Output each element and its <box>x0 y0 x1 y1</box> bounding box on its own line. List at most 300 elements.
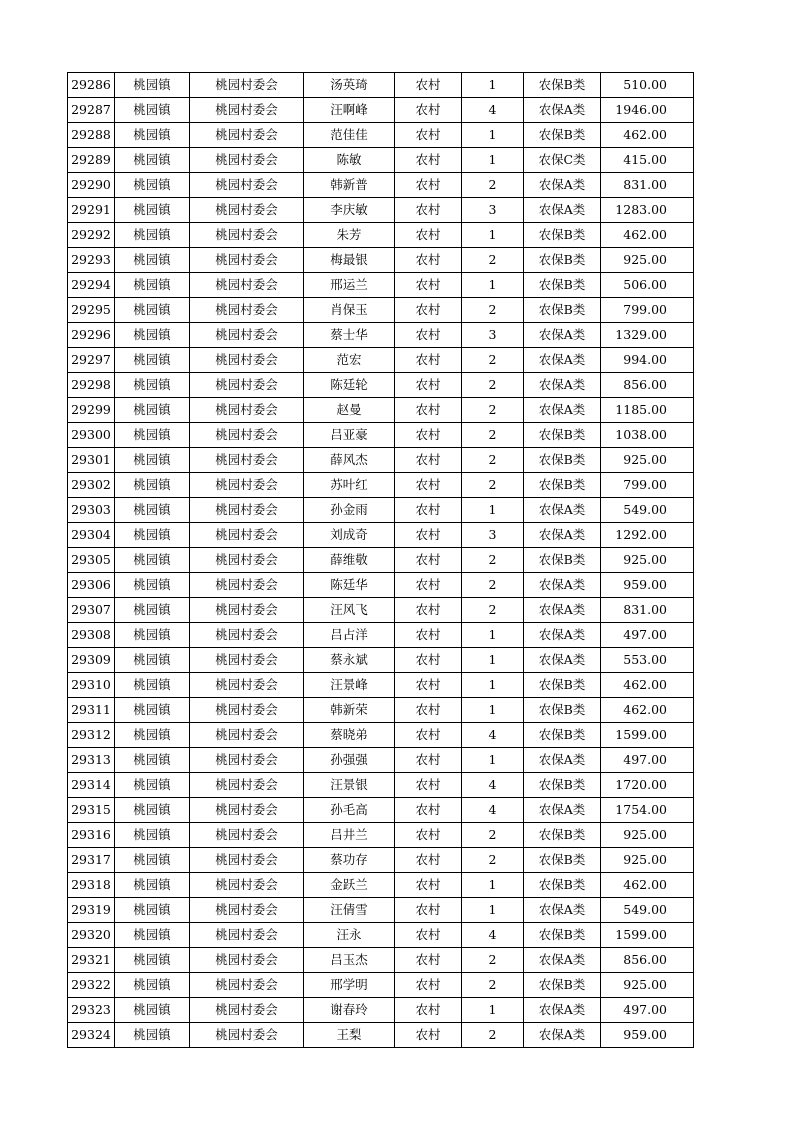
village-committee-cell: 桃园村委会 <box>190 873 304 898</box>
record-id-cell: 29289 <box>68 148 115 173</box>
household-count-cell: 2 <box>462 373 524 398</box>
insurance-category-cell: 农保B类 <box>524 223 601 248</box>
amount-cell: 1599.00 <box>601 923 694 948</box>
insurance-category-cell: 农保A类 <box>524 1023 601 1048</box>
town-cell: 桃园镇 <box>115 223 190 248</box>
town-cell: 桃园镇 <box>115 348 190 373</box>
table-row <box>68 798 694 823</box>
record-id-cell: 29306 <box>68 573 115 598</box>
residence-type-cell: 农村 <box>395 723 462 748</box>
record-id-cell: 29314 <box>68 773 115 798</box>
record-id-cell: 29297 <box>68 348 115 373</box>
person-name-cell: 刘成奇 <box>304 523 395 548</box>
town-cell: 桃园镇 <box>115 698 190 723</box>
amount-cell: 925.00 <box>601 823 694 848</box>
person-name-cell: 孙毛高 <box>304 798 395 823</box>
residence-type-cell: 农村 <box>395 448 462 473</box>
record-id-cell: 29290 <box>68 173 115 198</box>
table-row <box>68 298 694 323</box>
village-committee-cell: 桃园村委会 <box>190 698 304 723</box>
amount-cell: 959.00 <box>601 1023 694 1048</box>
village-committee-cell: 桃园村委会 <box>190 723 304 748</box>
amount-cell: 1329.00 <box>601 323 694 348</box>
amount-cell: 462.00 <box>601 873 694 898</box>
table-row <box>68 548 694 573</box>
insurance-category-cell: 农保A类 <box>524 373 601 398</box>
insurance-category-cell: 农保B类 <box>524 673 601 698</box>
person-name-cell: 汪景峰 <box>304 673 395 698</box>
village-committee-cell: 桃园村委会 <box>190 798 304 823</box>
table-row <box>68 948 694 973</box>
amount-cell: 462.00 <box>601 673 694 698</box>
village-committee-cell: 桃园村委会 <box>190 223 304 248</box>
insurance-category-cell: 农保B类 <box>524 298 601 323</box>
person-name-cell: 吕占洋 <box>304 623 395 648</box>
household-count-cell: 4 <box>462 98 524 123</box>
table-row <box>68 573 694 598</box>
town-cell: 桃园镇 <box>115 273 190 298</box>
table-row <box>68 773 694 798</box>
town-cell: 桃园镇 <box>115 298 190 323</box>
village-committee-cell: 桃园村委会 <box>190 673 304 698</box>
table-row <box>68 73 694 98</box>
village-committee-cell: 桃园村委会 <box>190 448 304 473</box>
insurance-category-cell: 农保B类 <box>524 773 601 798</box>
residence-type-cell: 农村 <box>395 1023 462 1048</box>
insurance-category-cell: 农保A类 <box>524 348 601 373</box>
table-row <box>68 148 694 173</box>
person-name-cell: 汪风飞 <box>304 598 395 623</box>
village-committee-cell: 桃园村委会 <box>190 148 304 173</box>
village-committee-cell: 桃园村委会 <box>190 548 304 573</box>
record-id-cell: 29316 <box>68 823 115 848</box>
person-name-cell: 汪永 <box>304 923 395 948</box>
household-count-cell: 4 <box>462 773 524 798</box>
insurance-category-cell: 农保A类 <box>524 998 601 1023</box>
village-committee-cell: 桃园村委会 <box>190 73 304 98</box>
record-id-cell: 29293 <box>68 248 115 273</box>
person-name-cell: 蔡士华 <box>304 323 395 348</box>
residence-type-cell: 农村 <box>395 423 462 448</box>
table-row <box>68 898 694 923</box>
household-count-cell: 2 <box>462 598 524 623</box>
town-cell: 桃园镇 <box>115 523 190 548</box>
person-name-cell: 汪倩雪 <box>304 898 395 923</box>
town-cell: 桃园镇 <box>115 598 190 623</box>
table-row <box>68 423 694 448</box>
person-name-cell: 蔡永斌 <box>304 648 395 673</box>
record-id-cell: 29319 <box>68 898 115 923</box>
record-id-cell: 29308 <box>68 623 115 648</box>
residence-type-cell: 农村 <box>395 98 462 123</box>
person-name-cell: 范佳佳 <box>304 123 395 148</box>
record-id-cell: 29300 <box>68 423 115 448</box>
household-count-cell: 4 <box>462 923 524 948</box>
town-cell: 桃园镇 <box>115 498 190 523</box>
table-row <box>68 473 694 498</box>
table-row <box>68 998 694 1023</box>
amount-cell: 506.00 <box>601 273 694 298</box>
household-count-cell: 2 <box>462 473 524 498</box>
amount-cell: 462.00 <box>601 123 694 148</box>
village-committee-cell: 桃园村委会 <box>190 573 304 598</box>
household-count-cell: 1 <box>462 873 524 898</box>
amount-cell: 831.00 <box>601 173 694 198</box>
person-name-cell: 汪景银 <box>304 773 395 798</box>
household-count-cell: 3 <box>462 198 524 223</box>
amount-cell: 510.00 <box>601 73 694 98</box>
insurance-category-cell: 农保B类 <box>524 123 601 148</box>
town-cell: 桃园镇 <box>115 798 190 823</box>
residence-type-cell: 农村 <box>395 148 462 173</box>
household-count-cell: 2 <box>462 948 524 973</box>
person-name-cell: 赵曼 <box>304 398 395 423</box>
household-count-cell: 2 <box>462 448 524 473</box>
person-name-cell: 韩新荣 <box>304 698 395 723</box>
record-id-cell: 29317 <box>68 848 115 873</box>
town-cell: 桃园镇 <box>115 248 190 273</box>
residence-type-cell: 农村 <box>395 398 462 423</box>
town-cell: 桃园镇 <box>115 823 190 848</box>
residence-type-cell: 农村 <box>395 123 462 148</box>
village-committee-cell: 桃园村委会 <box>190 248 304 273</box>
household-count-cell: 2 <box>462 1023 524 1048</box>
table-row <box>68 723 694 748</box>
town-cell: 桃园镇 <box>115 748 190 773</box>
village-committee-cell: 桃园村委会 <box>190 173 304 198</box>
record-id-cell: 29303 <box>68 498 115 523</box>
insurance-category-cell: 农保A类 <box>524 198 601 223</box>
household-count-cell: 1 <box>462 623 524 648</box>
table-row <box>68 923 694 948</box>
insurance-category-cell: 农保A类 <box>524 573 601 598</box>
insurance-category-cell: 农保B类 <box>524 973 601 998</box>
person-name-cell: 梅最银 <box>304 248 395 273</box>
table-row <box>68 523 694 548</box>
household-count-cell: 3 <box>462 323 524 348</box>
amount-cell: 1946.00 <box>601 98 694 123</box>
town-cell: 桃园镇 <box>115 648 190 673</box>
insurance-category-cell: 农保B类 <box>524 873 601 898</box>
town-cell: 桃园镇 <box>115 573 190 598</box>
village-committee-cell: 桃园村委会 <box>190 898 304 923</box>
person-name-cell: 谢春玲 <box>304 998 395 1023</box>
residence-type-cell: 农村 <box>395 773 462 798</box>
household-count-cell: 1 <box>462 223 524 248</box>
person-name-cell: 邢学明 <box>304 973 395 998</box>
town-cell: 桃园镇 <box>115 448 190 473</box>
table-row <box>68 873 694 898</box>
town-cell: 桃园镇 <box>115 873 190 898</box>
residence-type-cell: 农村 <box>395 248 462 273</box>
household-count-cell: 1 <box>462 648 524 673</box>
household-count-cell: 1 <box>462 698 524 723</box>
record-id-cell: 29301 <box>68 448 115 473</box>
person-name-cell: 吕玉杰 <box>304 948 395 973</box>
table-row <box>68 673 694 698</box>
table-row <box>68 223 694 248</box>
roster-table <box>67 72 694 1048</box>
person-name-cell: 蔡功存 <box>304 848 395 873</box>
person-name-cell: 陈敏 <box>304 148 395 173</box>
town-cell: 桃园镇 <box>115 673 190 698</box>
record-id-cell: 29298 <box>68 373 115 398</box>
household-count-cell: 4 <box>462 798 524 823</box>
table-row <box>68 648 694 673</box>
household-count-cell: 2 <box>462 248 524 273</box>
amount-cell: 497.00 <box>601 623 694 648</box>
household-count-cell: 1 <box>462 898 524 923</box>
amount-cell: 1754.00 <box>601 798 694 823</box>
insurance-category-cell: 农保A类 <box>524 748 601 773</box>
amount-cell: 1038.00 <box>601 423 694 448</box>
village-committee-cell: 桃园村委会 <box>190 348 304 373</box>
record-id-cell: 29309 <box>68 648 115 673</box>
household-count-cell: 2 <box>462 973 524 998</box>
amount-cell: 1292.00 <box>601 523 694 548</box>
household-count-cell: 1 <box>462 73 524 98</box>
residence-type-cell: 农村 <box>395 548 462 573</box>
residence-type-cell: 农村 <box>395 598 462 623</box>
person-name-cell: 吕井兰 <box>304 823 395 848</box>
record-id-cell: 29318 <box>68 873 115 898</box>
village-committee-cell: 桃园村委会 <box>190 498 304 523</box>
village-committee-cell: 桃园村委会 <box>190 123 304 148</box>
residence-type-cell: 农村 <box>395 323 462 348</box>
village-committee-cell: 桃园村委会 <box>190 948 304 973</box>
town-cell: 桃园镇 <box>115 73 190 98</box>
town-cell: 桃园镇 <box>115 923 190 948</box>
residence-type-cell: 农村 <box>395 223 462 248</box>
person-name-cell: 陈廷轮 <box>304 373 395 398</box>
insurance-category-cell: 农保A类 <box>524 398 601 423</box>
amount-cell: 799.00 <box>601 473 694 498</box>
village-committee-cell: 桃园村委会 <box>190 198 304 223</box>
table-row <box>68 848 694 873</box>
residence-type-cell: 农村 <box>395 873 462 898</box>
insurance-category-cell: 农保A类 <box>524 323 601 348</box>
person-name-cell: 孙金雨 <box>304 498 395 523</box>
record-id-cell: 29311 <box>68 698 115 723</box>
amount-cell: 856.00 <box>601 948 694 973</box>
table-row <box>68 748 694 773</box>
amount-cell: 549.00 <box>601 498 694 523</box>
insurance-category-cell: 农保A类 <box>524 623 601 648</box>
person-name-cell: 吕亚豪 <box>304 423 395 448</box>
table-row <box>68 348 694 373</box>
amount-cell: 831.00 <box>601 598 694 623</box>
person-name-cell: 陈廷华 <box>304 573 395 598</box>
village-committee-cell: 桃园村委会 <box>190 748 304 773</box>
village-committee-cell: 桃园村委会 <box>190 623 304 648</box>
amount-cell: 549.00 <box>601 898 694 923</box>
town-cell: 桃园镇 <box>115 548 190 573</box>
table-row <box>68 823 694 848</box>
amount-cell: 415.00 <box>601 148 694 173</box>
table-row <box>68 1023 694 1048</box>
residence-type-cell: 农村 <box>395 848 462 873</box>
insurance-category-cell: 农保A类 <box>524 898 601 923</box>
household-count-cell: 2 <box>462 348 524 373</box>
record-id-cell: 29295 <box>68 298 115 323</box>
table-row <box>68 623 694 648</box>
amount-cell: 925.00 <box>601 848 694 873</box>
person-name-cell: 王梨 <box>304 1023 395 1048</box>
insurance-category-cell: 农保C类 <box>524 148 601 173</box>
village-committee-cell: 桃园村委会 <box>190 773 304 798</box>
town-cell: 桃园镇 <box>115 473 190 498</box>
person-name-cell: 蔡晓弟 <box>304 723 395 748</box>
residence-type-cell: 农村 <box>395 498 462 523</box>
residence-type-cell: 农村 <box>395 373 462 398</box>
town-cell: 桃园镇 <box>115 623 190 648</box>
village-committee-cell: 桃园村委会 <box>190 98 304 123</box>
record-id-cell: 29310 <box>68 673 115 698</box>
person-name-cell: 肖保玉 <box>304 298 395 323</box>
insurance-category-cell: 农保B类 <box>524 423 601 448</box>
household-count-cell: 3 <box>462 523 524 548</box>
record-id-cell: 29292 <box>68 223 115 248</box>
household-count-cell: 2 <box>462 423 524 448</box>
town-cell: 桃园镇 <box>115 148 190 173</box>
residence-type-cell: 农村 <box>395 973 462 998</box>
amount-cell: 497.00 <box>601 748 694 773</box>
person-name-cell: 李庆敏 <box>304 198 395 223</box>
record-id-cell: 29313 <box>68 748 115 773</box>
village-committee-cell: 桃园村委会 <box>190 398 304 423</box>
table-row <box>68 698 694 723</box>
amount-cell: 856.00 <box>601 373 694 398</box>
record-id-cell: 29304 <box>68 523 115 548</box>
record-id-cell: 29321 <box>68 948 115 973</box>
amount-cell: 1185.00 <box>601 398 694 423</box>
village-committee-cell: 桃园村委会 <box>190 373 304 398</box>
household-count-cell: 1 <box>462 998 524 1023</box>
town-cell: 桃园镇 <box>115 848 190 873</box>
residence-type-cell: 农村 <box>395 823 462 848</box>
person-name-cell: 范宏 <box>304 348 395 373</box>
table-row <box>68 373 694 398</box>
residence-type-cell: 农村 <box>395 748 462 773</box>
insurance-category-cell: 农保B类 <box>524 273 601 298</box>
household-count-cell: 1 <box>462 498 524 523</box>
residence-type-cell: 农村 <box>395 923 462 948</box>
amount-cell: 959.00 <box>601 573 694 598</box>
record-id-cell: 29294 <box>68 273 115 298</box>
table-row <box>68 98 694 123</box>
record-id-cell: 29322 <box>68 973 115 998</box>
residence-type-cell: 农村 <box>395 573 462 598</box>
table-row <box>68 248 694 273</box>
residence-type-cell: 农村 <box>395 348 462 373</box>
person-name-cell: 汪啊峰 <box>304 98 395 123</box>
person-name-cell: 金跃兰 <box>304 873 395 898</box>
amount-cell: 497.00 <box>601 998 694 1023</box>
insurance-category-cell: 农保B类 <box>524 848 601 873</box>
village-committee-cell: 桃园村委会 <box>190 823 304 848</box>
amount-cell: 925.00 <box>601 973 694 998</box>
household-count-cell: 2 <box>462 398 524 423</box>
amount-cell: 925.00 <box>601 448 694 473</box>
village-committee-cell: 桃园村委会 <box>190 998 304 1023</box>
insurance-category-cell: 农保A类 <box>524 98 601 123</box>
amount-cell: 462.00 <box>601 223 694 248</box>
insurance-category-cell: 农保B类 <box>524 698 601 723</box>
table-row <box>68 448 694 473</box>
residence-type-cell: 农村 <box>395 198 462 223</box>
insurance-category-cell: 农保A类 <box>524 173 601 198</box>
town-cell: 桃园镇 <box>115 323 190 348</box>
insurance-category-cell: 农保B类 <box>524 923 601 948</box>
person-name-cell: 韩新普 <box>304 173 395 198</box>
village-committee-cell: 桃园村委会 <box>190 423 304 448</box>
insurance-category-cell: 农保A类 <box>524 498 601 523</box>
table-row <box>68 173 694 198</box>
insurance-category-cell: 农保B类 <box>524 473 601 498</box>
table-row <box>68 598 694 623</box>
insurance-category-cell: 农保B类 <box>524 73 601 98</box>
residence-type-cell: 农村 <box>395 673 462 698</box>
residence-type-cell: 农村 <box>395 473 462 498</box>
household-count-cell: 2 <box>462 548 524 573</box>
amount-cell: 1720.00 <box>601 773 694 798</box>
record-id-cell: 29307 <box>68 598 115 623</box>
amount-cell: 1599.00 <box>601 723 694 748</box>
record-id-cell: 29288 <box>68 123 115 148</box>
residence-type-cell: 农村 <box>395 798 462 823</box>
amount-cell: 925.00 <box>601 248 694 273</box>
table-row <box>68 973 694 998</box>
record-id-cell: 29323 <box>68 998 115 1023</box>
record-id-cell: 29296 <box>68 323 115 348</box>
residence-type-cell: 农村 <box>395 273 462 298</box>
residence-type-cell: 农村 <box>395 298 462 323</box>
residence-type-cell: 农村 <box>395 898 462 923</box>
record-id-cell: 29324 <box>68 1023 115 1048</box>
household-count-cell: 2 <box>462 298 524 323</box>
town-cell: 桃园镇 <box>115 173 190 198</box>
amount-cell: 1283.00 <box>601 198 694 223</box>
town-cell: 桃园镇 <box>115 1023 190 1048</box>
household-count-cell: 1 <box>462 148 524 173</box>
person-name-cell: 薛维敬 <box>304 548 395 573</box>
amount-cell: 462.00 <box>601 698 694 723</box>
village-committee-cell: 桃园村委会 <box>190 473 304 498</box>
town-cell: 桃园镇 <box>115 773 190 798</box>
insurance-category-cell: 农保B类 <box>524 723 601 748</box>
town-cell: 桃园镇 <box>115 723 190 748</box>
person-name-cell: 邢运兰 <box>304 273 395 298</box>
record-id-cell: 29320 <box>68 923 115 948</box>
table-row <box>68 398 694 423</box>
household-count-cell: 2 <box>462 173 524 198</box>
insurance-category-cell: 农保B类 <box>524 548 601 573</box>
record-id-cell: 29286 <box>68 73 115 98</box>
village-committee-cell: 桃园村委会 <box>190 648 304 673</box>
record-id-cell: 29302 <box>68 473 115 498</box>
residence-type-cell: 农村 <box>395 648 462 673</box>
residence-type-cell: 农村 <box>395 698 462 723</box>
residence-type-cell: 农村 <box>395 73 462 98</box>
village-committee-cell: 桃园村委会 <box>190 848 304 873</box>
insurance-category-cell: 农保A类 <box>524 598 601 623</box>
person-name-cell: 薛风杰 <box>304 448 395 473</box>
amount-cell: 994.00 <box>601 348 694 373</box>
town-cell: 桃园镇 <box>115 423 190 448</box>
insurance-category-cell: 农保A类 <box>524 523 601 548</box>
village-committee-cell: 桃园村委会 <box>190 923 304 948</box>
record-id-cell: 29287 <box>68 98 115 123</box>
